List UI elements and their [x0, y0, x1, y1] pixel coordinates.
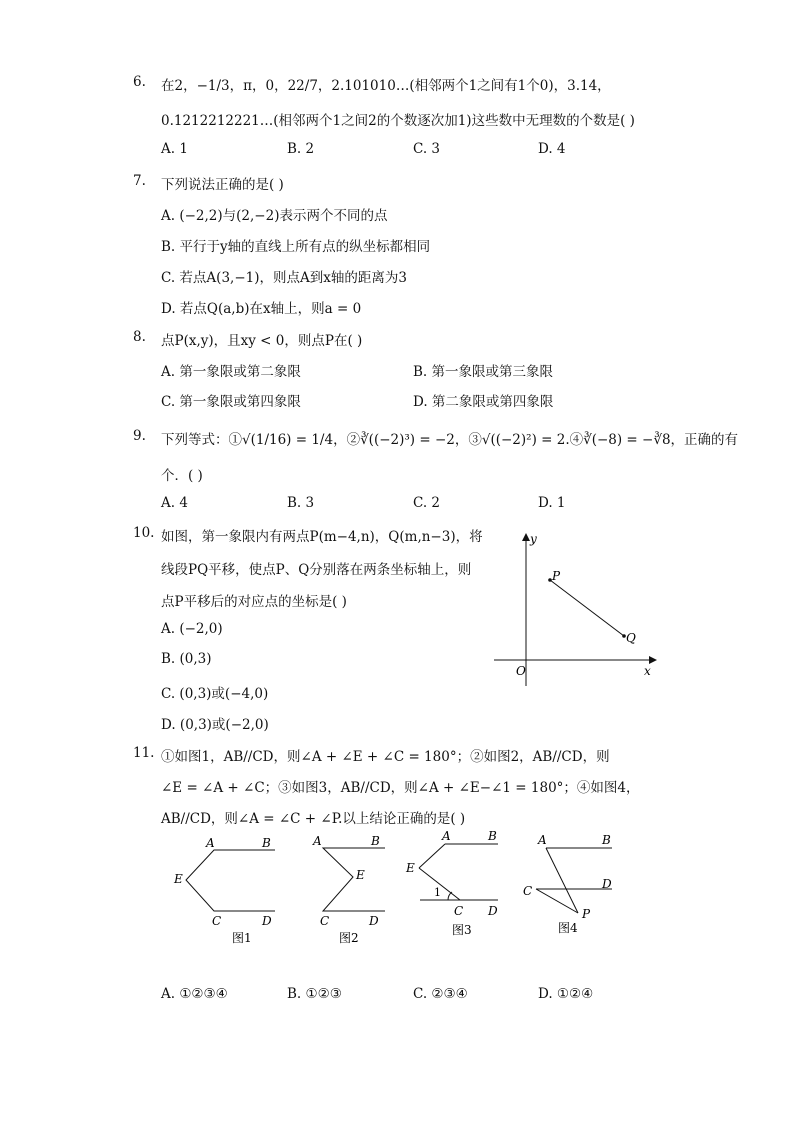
- q11-option-c[interactable]: C. ②③④: [413, 986, 468, 1002]
- q9-line1: 下列等式：①√(1/16) = 1/4，②∛((−2)³) = −2，③√((−2)²) = 2.④∛(−8) = −∛8，正确的有: [161, 432, 739, 448]
- fig4-label-b: B: [602, 833, 611, 847]
- q6-line1: 在2，−1/3，π，0，22/7，2.101010…(相邻两个1之间有1个0)，3.14，: [161, 78, 611, 94]
- fig1-lines: [186, 850, 275, 911]
- q10-segment-pq: [550, 580, 624, 636]
- q10-label-o: O: [516, 664, 526, 678]
- fig1-caption: 图1: [232, 931, 252, 945]
- q7-number: 7.: [133, 173, 146, 189]
- q11-figure-1: [170, 832, 285, 952]
- fig1-label-b: B: [262, 836, 271, 850]
- q9-number: 9.: [133, 428, 146, 444]
- fig2-caption: 图2: [339, 931, 359, 945]
- q10-option-d[interactable]: D. (0,3)或(−2,0): [161, 717, 269, 733]
- q9-option-b[interactable]: B. 3: [287, 495, 315, 511]
- fig4-caption: 图4: [558, 921, 578, 935]
- fig2-lines: [323, 848, 385, 911]
- q8-stem: 点P(x,y)，且xy < 0，则点P在( ): [161, 333, 363, 349]
- q9-option-a[interactable]: A. 4: [161, 495, 188, 511]
- fig1-label-e: E: [174, 872, 183, 886]
- q7-option-a[interactable]: A. (−2,2)与(2,−2)表示两个不同的点: [161, 208, 388, 224]
- q10-option-b[interactable]: B. (0,3): [161, 651, 212, 667]
- fig3-caption: 图3: [452, 923, 472, 937]
- fig2-label-c: C: [320, 914, 330, 928]
- q8-option-b[interactable]: B. 第一象限或第三象限: [413, 364, 554, 380]
- q10-coordinate-figure: [488, 528, 668, 688]
- q10-number: 10.: [133, 525, 155, 541]
- q8-option-c[interactable]: C. 第一象限或第四象限: [161, 394, 301, 410]
- fig3-line-ae: [419, 844, 445, 868]
- q6-number: 6.: [133, 74, 146, 90]
- q9-option-d[interactable]: D. 1: [538, 495, 566, 511]
- q11-option-b[interactable]: B. ①②③: [287, 986, 342, 1002]
- fig3-label-e: E: [406, 861, 415, 875]
- q11-line2: ∠E = ∠A + ∠C；③如图3，AB//CD，则∠A + ∠E−∠1 = 180°；④如图4，: [161, 780, 640, 796]
- fig2-label-d: D: [369, 914, 379, 928]
- q10-option-a[interactable]: A. (−2,0): [161, 621, 223, 637]
- q9-line2: 个．( ): [161, 468, 203, 484]
- fig4-line-ap: [546, 848, 578, 913]
- q11-figure-3: [400, 826, 510, 946]
- fig4-label-d: D: [602, 877, 612, 891]
- q7-option-d[interactable]: D. 若点Q(a,b)在x轴上，则a = 0: [161, 301, 362, 317]
- fig2-label-e: E: [356, 868, 365, 882]
- fig3-label-d: D: [488, 904, 498, 918]
- q11-figure-4: [518, 828, 618, 938]
- fig1-label-c: C: [212, 914, 222, 928]
- fig3-label-c: C: [454, 904, 464, 918]
- q11-option-d[interactable]: D. ①②④: [538, 986, 594, 1002]
- q9-option-c[interactable]: C. 2: [413, 495, 441, 511]
- fig2-label-b: B: [371, 834, 380, 848]
- fig4-label-c: C: [523, 884, 533, 898]
- q6-line2: 0.1212212221…(相邻两个1之间2的个数逐次加1)这些数中无理数的个数是( ): [161, 113, 635, 129]
- q10-label-y: y: [530, 532, 537, 546]
- q11-line3: AB//CD，则∠A = ∠C + ∠P.以上结论正确的是( ): [161, 811, 466, 827]
- q10-option-c[interactable]: C. (0,3)或(−4,0): [161, 686, 269, 702]
- fig4-label-a: A: [538, 833, 547, 847]
- q11-line1: ①如图1，AB//CD，则∠A + ∠E + ∠C = 180°；②如图2，AB//CD，则: [161, 749, 610, 765]
- fig2-label-a: A: [313, 834, 322, 848]
- q7-option-b[interactable]: B. 平行于y轴的直线上所有点的纵坐标都相同: [161, 239, 431, 255]
- q11-figure-2: [305, 832, 395, 952]
- q7-option-c[interactable]: C. 若点A(3,−1)，则点A到x轴的距离为3: [161, 270, 407, 286]
- q11-option-a[interactable]: A. ①②③④: [161, 986, 228, 1002]
- q10-label-x: x: [644, 664, 651, 678]
- fig1-label-a: A: [206, 836, 215, 850]
- q11-number: 11.: [133, 745, 155, 761]
- fig4-label-p: P: [582, 907, 591, 921]
- q7-stem: 下列说法正确的是( ): [161, 177, 284, 193]
- fig3-label-b: B: [488, 829, 497, 843]
- q8-number: 8.: [133, 329, 146, 345]
- q6-option-a[interactable]: A. 1: [161, 141, 188, 157]
- q10-line3: 点P平移后的对应点的坐标是( ): [161, 594, 347, 610]
- q8-option-d[interactable]: D. 第二象限或第四象限: [413, 394, 554, 410]
- q6-option-b[interactable]: B. 2: [287, 141, 315, 157]
- fig3-label-1: 1: [434, 886, 441, 899]
- q10-label-q: Q: [626, 631, 636, 645]
- q6-option-c[interactable]: C. 3: [413, 141, 441, 157]
- q10-line2: 线段PQ平移，使点P、Q分别落在两条坐标轴上，则: [161, 562, 472, 578]
- fig1-label-d: D: [262, 914, 272, 928]
- q10-label-p: P: [552, 569, 561, 583]
- q8-option-a[interactable]: A. 第一象限或第二象限: [161, 364, 301, 380]
- q6-option-d[interactable]: D. 4: [538, 141, 566, 157]
- q10-line1: 如图，第一象限内有两点P(m−4,n)，Q(m,n−3)，将: [161, 529, 483, 545]
- fig3-label-a: A: [442, 829, 451, 843]
